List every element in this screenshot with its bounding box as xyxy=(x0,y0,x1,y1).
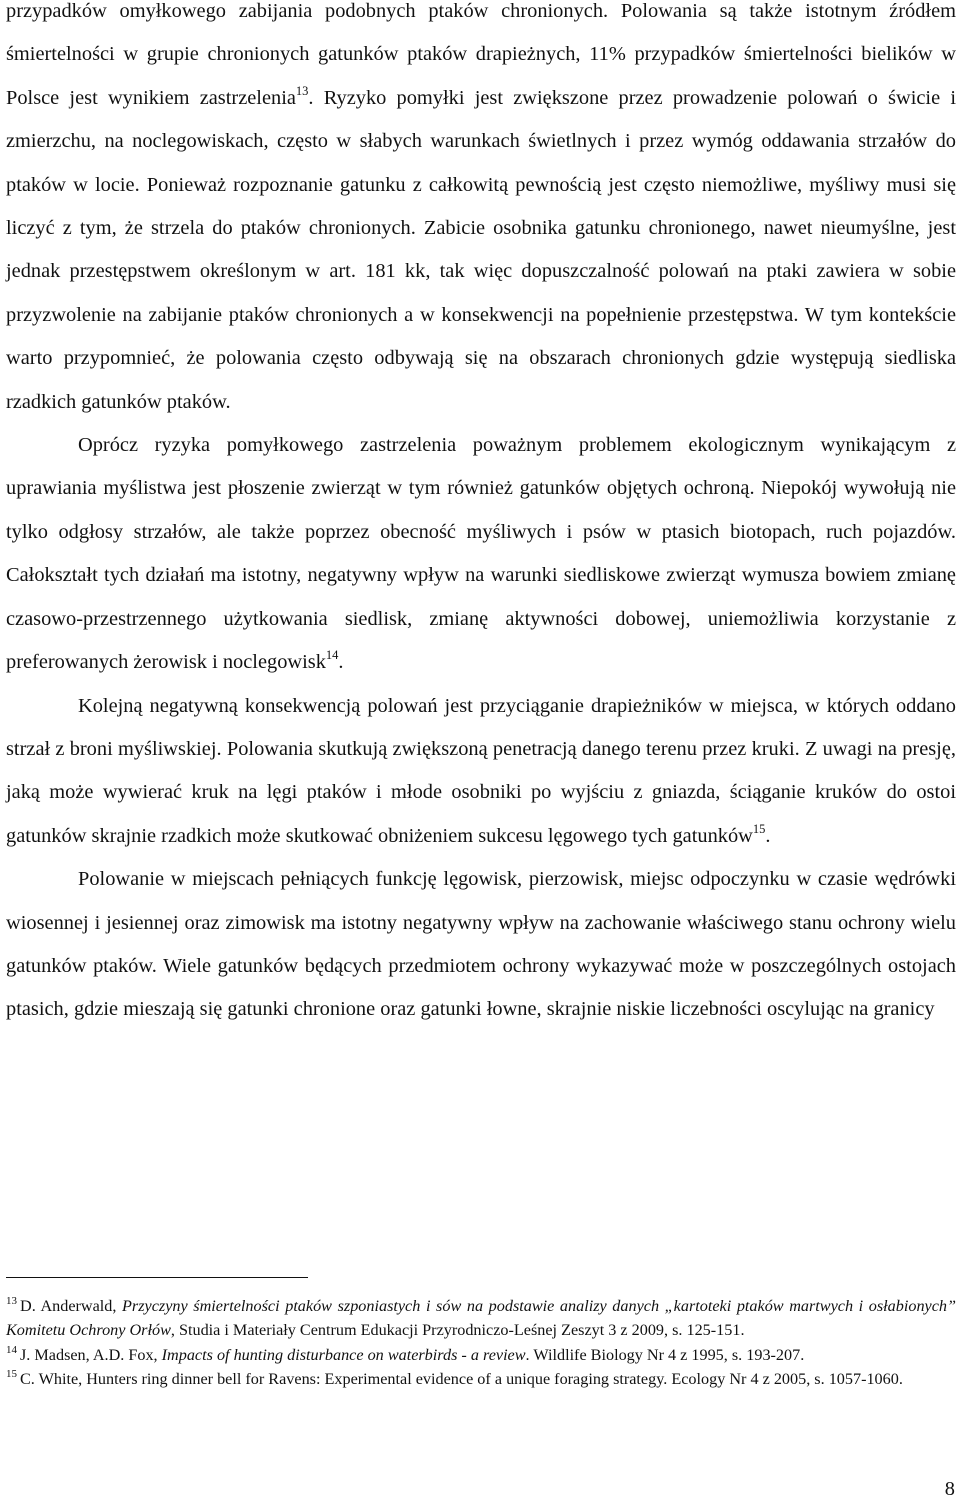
paragraph-3 xyxy=(6,685,956,859)
paragraph-text: Polowanie w miejscach pełniących funkcję lęgowisk, pierzowisk, miejsc odpoczynku w czasie wędrówki wiosennej i jesiennej oraz zimowisk ma istotny negatywny wpływ na zachowanie właściwego stanu ochrony wielu gatunków ptaków. Wiele gatunków będących przedmiotem ochrony wykazywać może w poszczególnych ostojach ptasich, gdzie mieszają się gatunki chronione oraz gatunki łowne, skrajnie niskie liczebności oscylując na granicy xyxy=(6,868,956,1021)
paragraph-text: . xyxy=(765,824,771,847)
footnote-source: , Studia i Materiały Centrum Edukacji Przyrodniczo-Leśnej Zeszyt 3 z 2009, s. 125-151. xyxy=(170,1321,745,1340)
footnote-14 xyxy=(6,1343,956,1367)
footnote-number: 14 xyxy=(6,1343,17,1356)
page-number: 8 xyxy=(944,1478,955,1500)
footnote-number: 15 xyxy=(6,1368,17,1381)
paragraph-text: Kolejną negatywną konsekwencją polowań jest przyciąganie drapieżników w miejsca, w których oddano strzał z broni myśliwskiej. Polowania skutkują zwiększoną penetracją danego terenu przez kruki. Z uwagi na presję, jaką może wywierać kruk na lęgi ptaków i młode osobniki po wyjściu z gniazda, ściąganie kruków do ostoi gatunków skrajnie rzadkich może skutkować obniżeniem sukcesu lęgowego tych gatunków xyxy=(6,694,956,847)
footnote-author: D. Anderwald, xyxy=(20,1297,123,1315)
document-page xyxy=(6,0,956,1032)
footnote-author: J. Madsen, A.D. Fox, xyxy=(20,1345,162,1364)
footnote-number: 13 xyxy=(6,1295,17,1307)
footnote-title: Przyczyny śmiertelności ptaków szponiastych i sów na podstawie analizy danych „kartoteki ptaków martwych i osłabionych” Komitetu Ochrony Orłów xyxy=(6,1297,957,1340)
paragraph-text: przypadków omyłkowego zabijania podobnych ptaków chronionych. Polowania są także istotnym źródłem śmiertelności w grupie chronionych gatunków ptaków drapieżnych, 11% przypadków śmiertelności bielików w Polsce jest wynikiem zastrzelenia xyxy=(6,0,956,109)
footnote-15 xyxy=(6,1367,956,1391)
paragraph-1 xyxy=(6,0,956,424)
footnote-separator xyxy=(6,1277,308,1278)
paragraph-text: Oprócz ryzyka pomyłkowego zastrzelenia poważnym problemem ekologicznym wynikającym z uprawiania myślistwa jest płoszenie zwierząt w tym również gatunków objętych ochroną. Niepokój wywołują nie tylko odgłosy strzałów, ale także poprzez obecność myśliwych i psów w ptasich biotopach, ruch pojazdów. Całokształt tych działań ma istotny, negatywny wpływ na warunki siedliskowe zwierząt wymusza bowiem zmianę czasowo-przestrzennego użytkowania siedlisk, zmianę aktywności dobowej, uniemożliwia korzystanie z preferowanych żerowisk i noclegowisk xyxy=(6,434,956,674)
footnote-ref-13: 13 xyxy=(295,83,309,98)
paragraph-4 xyxy=(6,858,956,1032)
body-text xyxy=(6,0,956,1032)
footnote-author: C. White, Hunters ring dinner bell for Ravens: Experimental evidence of a unique foraging strategy. Ecology Nr 4 z 2005, s. 1057-1060. xyxy=(20,1370,903,1389)
footnote-source: . Wildlife Biology Nr 4 z 1995, s. 193-207. xyxy=(525,1345,805,1364)
footnote-ref-15: 15 xyxy=(752,821,766,836)
footnote-13 xyxy=(6,1294,956,1343)
paragraph-2 xyxy=(6,424,956,684)
paragraph-text: . xyxy=(338,651,344,674)
paragraph-text: . Ryzyko pomyłki jest zwiększone przez prowadzenie polowań o świcie i zmierzchu, na noclegowiskach, często w słabych warunkach świetlnych i przez wymóg oddawania strzałów do ptaków w locie. Ponieważ rozpoznanie gatunku z całkowitą pewnością jest często niemożliwe, myśliwy musi się liczyć z tym, że strzela do ptaków chronionych. Zabicie osobnika gatunku chronionego, nawet nieumyślne, jest jednak przestępstwem określonym w art. 181 kk, tak więc dopuszczalność polowań na ptaki zawiera w sobie przyzwolenie na zabijanie ptaków chronionych a w konsekwencji na popełnienie przestępstwa. W tym kontekście warto przypomnieć, że polowania często odbywają się na obszarach chronionych gdzie występują siedliska rzadkich gatunków ptaków. xyxy=(6,86,956,413)
footnote-title: Impacts of hunting disturbance on waterbirds - a review xyxy=(161,1345,526,1364)
footnotes xyxy=(6,1277,956,1392)
footnote-ref-14: 14 xyxy=(325,648,339,663)
